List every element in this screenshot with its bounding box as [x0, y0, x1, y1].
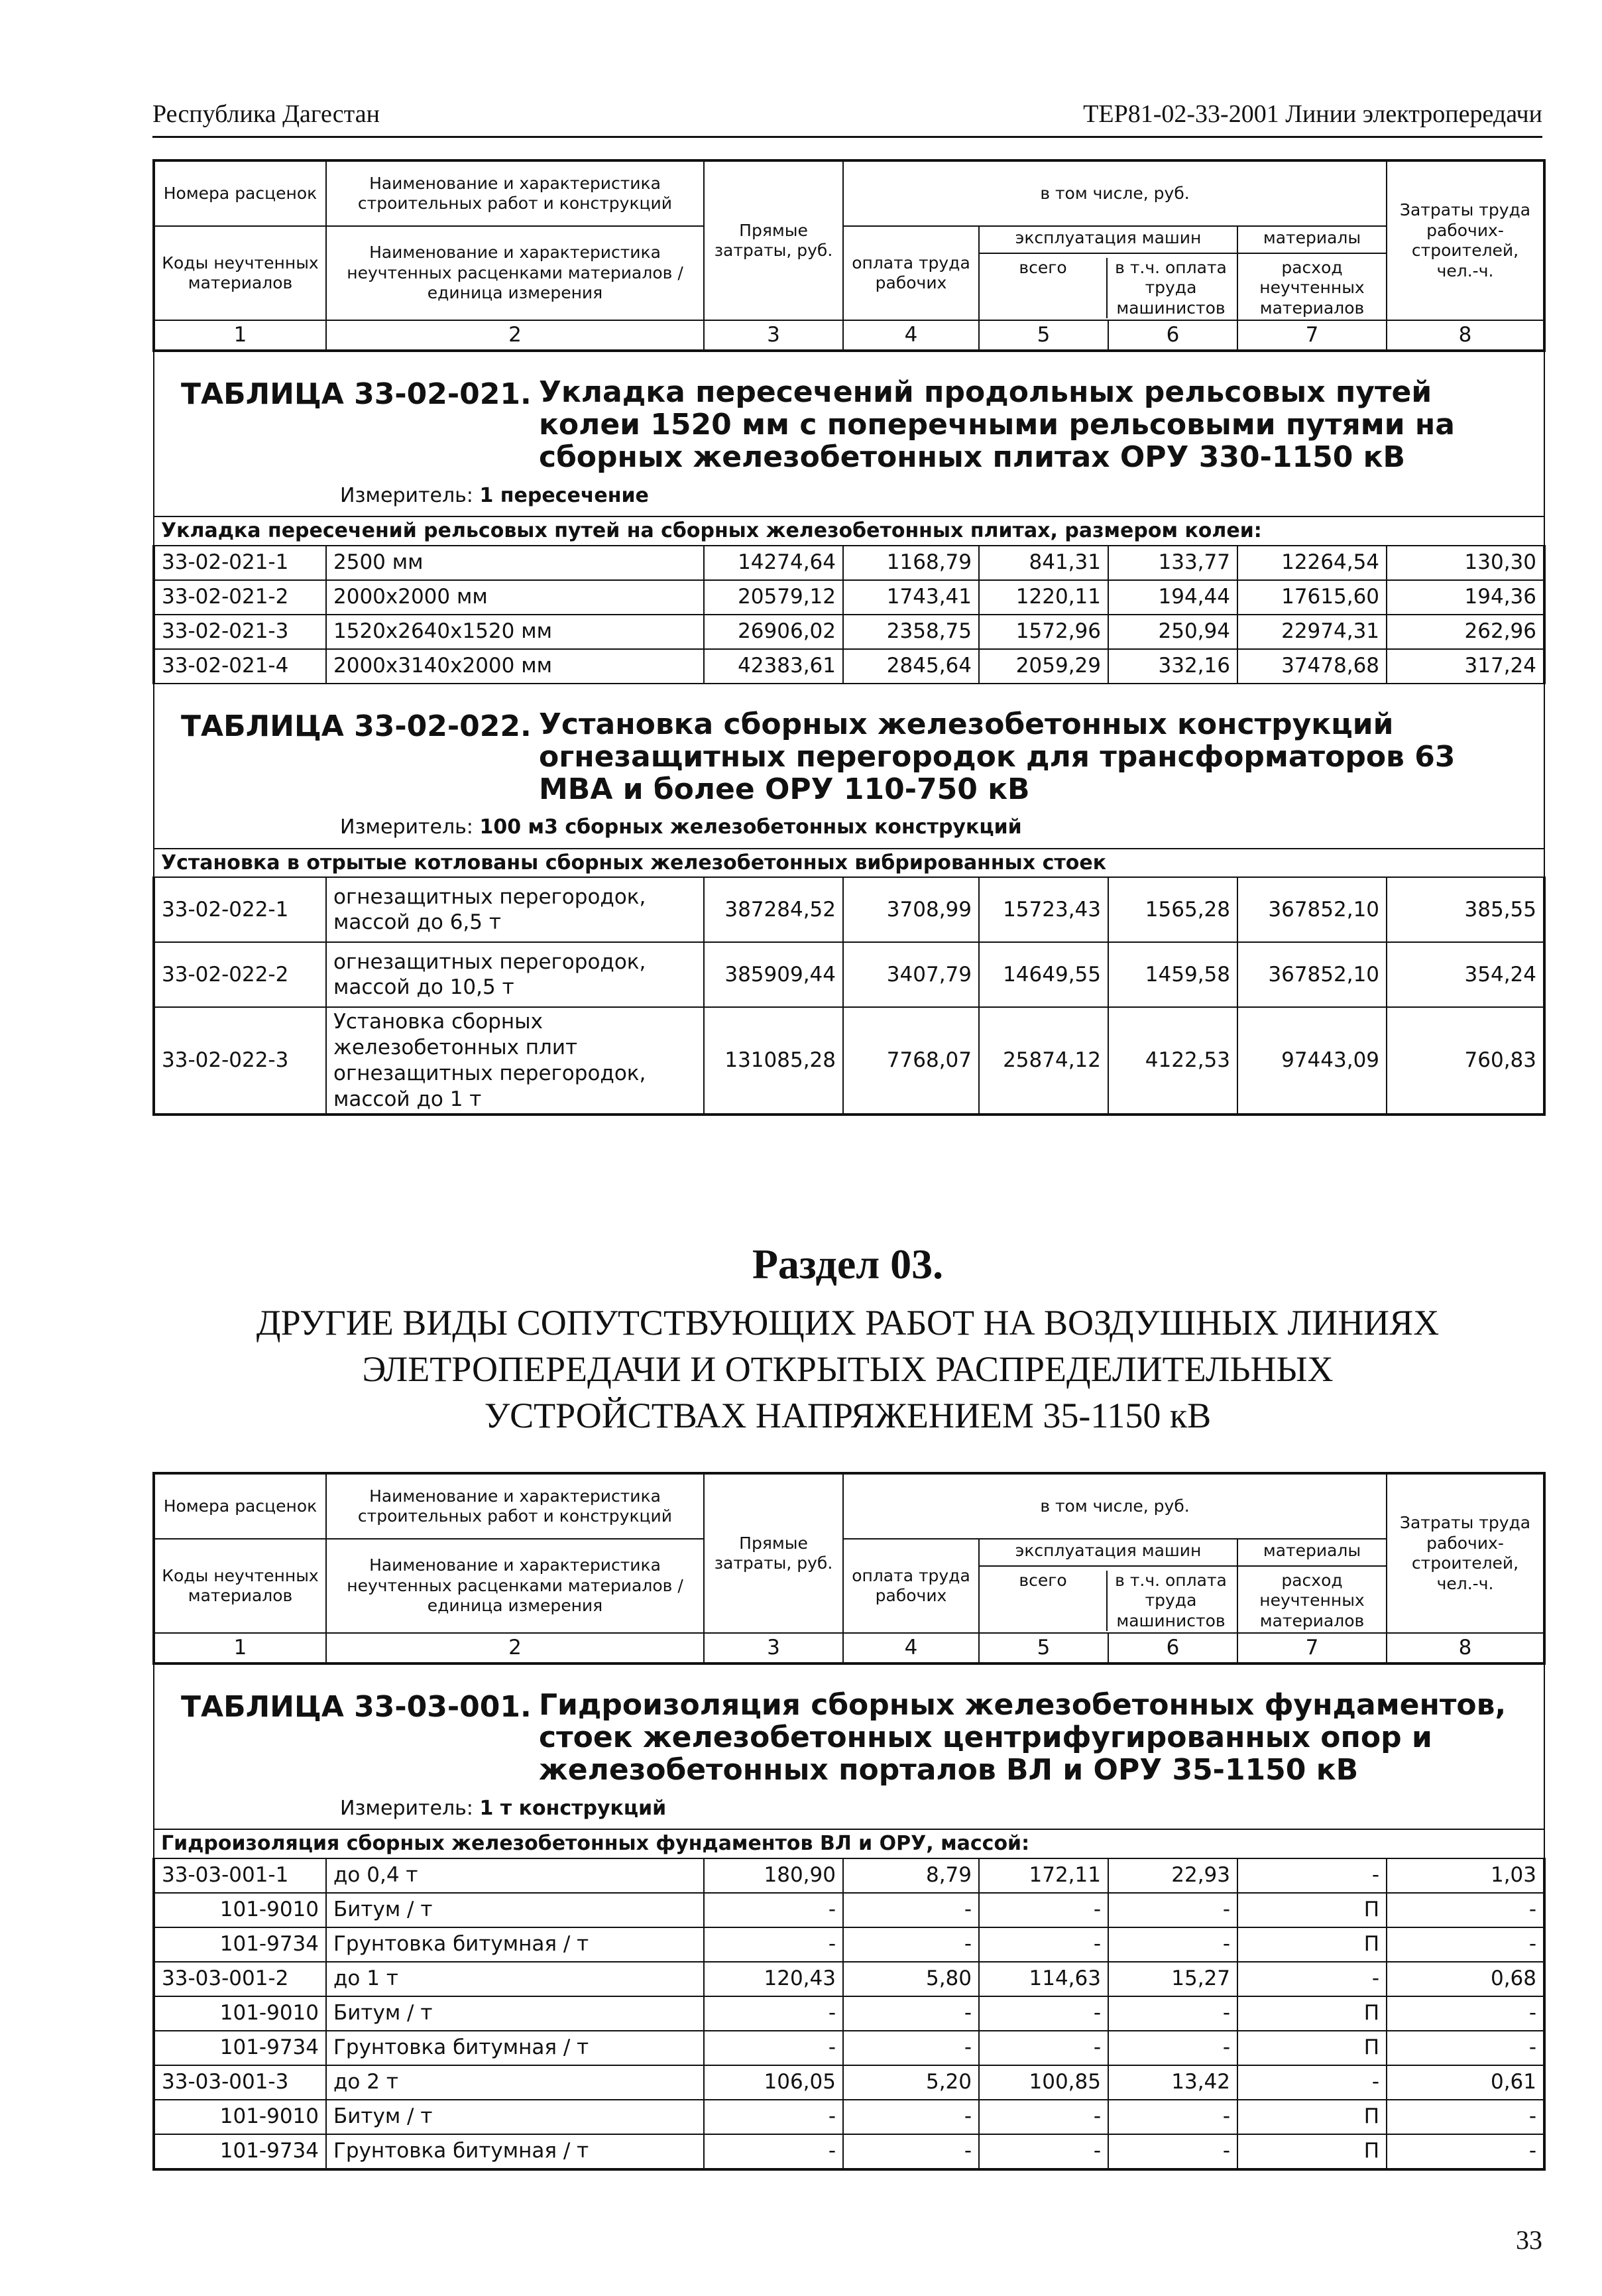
cell-materials: -: [1237, 1962, 1387, 1996]
col-num-8: 8: [1387, 320, 1544, 351]
table-row: [154, 1893, 1544, 1927]
hdr-col2-top: Наименование и характеристика строительных работ и конструкций: [326, 1473, 704, 1539]
table-row: [154, 2065, 1544, 2100]
cell-machinist-pay: -: [1108, 1996, 1237, 2031]
hdr-col7: расход неучтенных материалов: [1259, 1570, 1365, 1630]
col-num-6: 6: [1108, 320, 1237, 351]
cell-direct-cost: -: [704, 2100, 843, 2134]
row-code: 33-02-022-3: [154, 1007, 326, 1115]
col-num-5: 5: [979, 320, 1108, 351]
price-table-bottom: [152, 1472, 1546, 2171]
hdr-materials: [1237, 1539, 1387, 1633]
cell-machines-total: -: [979, 2134, 1108, 2169]
cell-labor-hours: 262,96: [1387, 615, 1544, 649]
cell-machinist-pay: 194,44: [1108, 580, 1237, 615]
group-heading: Гидроизоляция сборных железобетонных фундаментов ВЛ и ОРУ, массой:: [154, 1829, 1544, 1858]
material-code: 101-9734: [154, 1927, 326, 1962]
cell-labor-pay: -: [843, 1893, 979, 1927]
table-caption: [154, 1663, 1544, 1829]
cell-labor-hours: 760,83: [1387, 1007, 1544, 1115]
table-row: [154, 1007, 1544, 1115]
cell-labor-hours: -: [1387, 1996, 1544, 2031]
hdr-col7: расход неучтенных материалов: [1259, 257, 1365, 318]
table-row: [154, 580, 1544, 615]
cell-machinist-pay: 22,93: [1108, 1858, 1237, 1893]
hdr-col1-bottom: Коды неучтенных материалов: [154, 226, 326, 320]
hdr-col8: Затраты труда рабочих-строителей, чел.-ч.: [1387, 1473, 1544, 1633]
cell-machinist-pay: -: [1108, 2031, 1237, 2065]
cell-direct-cost: 106,05: [704, 2065, 843, 2100]
row-code: 33-02-022-2: [154, 942, 326, 1007]
cell-materials: П: [1237, 2134, 1387, 2169]
measure-value: 1 пересечение: [479, 483, 649, 507]
section-title-line: ЭЛЕТРОПЕРЕДАЧИ И ОТКРЫТЫХ РАСПРЕДЕЛИТЕЛЬНЫХ: [362, 1349, 1334, 1390]
hdr-col8: Затраты труда рабочих-строителей, чел.-ч.: [1387, 160, 1544, 320]
col-num-1: 1: [154, 1633, 326, 1663]
cell-labor-hours: 194,36: [1387, 580, 1544, 615]
hdr-col6: в т.ч. оплата труда машинистов: [1115, 257, 1227, 318]
cell-labor-hours: 1,03: [1387, 1858, 1544, 1893]
row-code: 33-02-021-3: [154, 615, 326, 649]
row-name: огнезащитных перегородок, массой до 10,5 т: [326, 942, 704, 1007]
table-row: [154, 942, 1544, 1007]
hdr-machines: [979, 1539, 1237, 1633]
hdr-col3: Прямые затраты, руб.: [704, 1473, 843, 1633]
cell-labor-pay: -: [843, 2100, 979, 2134]
cell-direct-cost: 14274,64: [704, 546, 843, 580]
price-table-top: [152, 159, 1546, 1116]
cell-machines-total: 114,63: [979, 1962, 1108, 1996]
cell-labor-pay: 2358,75: [843, 615, 979, 649]
hdr-col2-bottom: Наименование и характеристика неучтенных расценками материалов / единица измерения: [326, 226, 704, 320]
cell-labor-pay: 7768,07: [843, 1007, 979, 1115]
cell-labor-pay: 1168,79: [843, 546, 979, 580]
cell-labor-hours: 385,55: [1387, 877, 1544, 942]
row-name: 1520x2640x1520 мм: [326, 615, 704, 649]
cell-machines-total: 172,11: [979, 1858, 1108, 1893]
row-name: огнезащитных перегородок, массой до 6,5 т: [326, 877, 704, 942]
cell-direct-cost: 385909,44: [704, 942, 843, 1007]
material-name: Битум / т: [326, 1893, 704, 1927]
cell-materials: 367852,10: [1237, 877, 1387, 942]
table-header: [154, 160, 1544, 351]
cell-machines-total: -: [979, 1996, 1108, 2031]
table-title: Установка сборных железобетонных конструкций огнезащитных перегородок для трансформаторов 63 МВА и более ОРУ 110-750 кВ: [539, 707, 1456, 807]
cell-machinist-pay: 1459,58: [1108, 942, 1237, 1007]
table-row: [154, 649, 1544, 684]
cell-materials: П: [1237, 1927, 1387, 1962]
row-code: 33-03-001-2: [154, 1962, 326, 1996]
cell-direct-cost: -: [704, 1996, 843, 2031]
hdr-col1-top: Номера расценок: [154, 160, 326, 226]
measure-value: 100 м3 сборных железобетонных конструкций: [479, 816, 1022, 839]
row-name: 2500 мм: [326, 546, 704, 580]
running-header-left: Республика Дагестан: [152, 100, 380, 128]
hdr-materials-label: материалы: [1238, 228, 1386, 254]
table-row: [154, 546, 1544, 580]
cell-machines-total: -: [979, 2031, 1108, 2065]
cell-machines-total: 100,85: [979, 2065, 1108, 2100]
cell-machinist-pay: 1565,28: [1108, 877, 1237, 942]
table-caption: [154, 351, 1544, 516]
col-num-3: 3: [704, 1633, 843, 1663]
cell-direct-cost: 26906,02: [704, 615, 843, 649]
material-name: Грунтовка битумная / т: [326, 1927, 704, 1962]
cell-materials: -: [1237, 1858, 1387, 1893]
material-code: 101-9734: [154, 2031, 326, 2065]
hdr-col4: оплата труда рабочих: [843, 1539, 979, 1633]
hdr-in-that: в том числе, руб.: [843, 160, 1387, 226]
hdr-materials-label: материалы: [1238, 1541, 1386, 1567]
cell-materials: П: [1237, 1893, 1387, 1927]
row-name: до 1 т: [326, 1962, 704, 1996]
hdr-machines: [979, 226, 1237, 320]
row-code: 33-02-021-2: [154, 580, 326, 615]
cell-machines-total: 1572,96: [979, 615, 1108, 649]
cell-labor-pay: -: [843, 2031, 979, 2065]
row-name: 2000x3140x2000 мм: [326, 649, 704, 684]
cell-labor-hours: 0,61: [1387, 2065, 1544, 2100]
cell-labor-hours: 130,30: [1387, 546, 1544, 580]
cell-labor-hours: -: [1387, 1927, 1544, 1962]
cell-materials: 22974,31: [1237, 615, 1387, 649]
row-code: 33-02-022-1: [154, 877, 326, 942]
cell-machinist-pay: 4122,53: [1108, 1007, 1237, 1115]
cell-materials: 97443,09: [1237, 1007, 1387, 1115]
cell-machines-total: 15723,43: [979, 877, 1108, 942]
section-number: Раздел 03.: [752, 1240, 944, 1288]
cell-direct-cost: 120,43: [704, 1962, 843, 1996]
cell-machinist-pay: -: [1108, 2100, 1237, 2134]
row-name: 2000x2000 мм: [326, 580, 704, 615]
table-row: [154, 615, 1544, 649]
hdr-col1-bottom: Коды неучтенных материалов: [154, 1539, 326, 1633]
cell-machines-total: 25874,12: [979, 1007, 1108, 1115]
group-heading: Укладка пересечений рельсовых путей на сборных железобетонных плитах, размером колеи:: [154, 516, 1544, 546]
row-name: до 0,4 т: [326, 1858, 704, 1893]
cell-machinist-pay: -: [1108, 1927, 1237, 1962]
hdr-col6: в т.ч. оплата труда машинистов: [1115, 1570, 1227, 1630]
cell-machinist-pay: 13,42: [1108, 2065, 1237, 2100]
table-row: [154, 2134, 1544, 2169]
row-code: 33-02-021-4: [154, 649, 326, 684]
table-33-02-022: [154, 684, 1544, 1115]
cell-direct-cost: -: [704, 2134, 843, 2169]
cell-machines-total: 1220,11: [979, 580, 1108, 615]
col-num-5: 5: [979, 1633, 1108, 1663]
table-caption: [154, 684, 1544, 849]
table-measure: Измеритель: 1 пересечение: [340, 483, 649, 507]
material-code: 101-9010: [154, 2100, 326, 2134]
table-header: [154, 1473, 1544, 1663]
running-header-right: ТЕР81-02-33-2001 Линии электропередачи: [1083, 100, 1542, 128]
table-row: [154, 877, 1544, 942]
hdr-col3: Прямые затраты, руб.: [704, 160, 843, 320]
cell-labor-pay: 3708,99: [843, 877, 979, 942]
table-33-03-001: [154, 1663, 1544, 2169]
cell-direct-cost: 180,90: [704, 1858, 843, 1893]
cell-machinist-pay: 15,27: [1108, 1962, 1237, 1996]
row-code: 33-03-001-3: [154, 2065, 326, 2100]
material-name: Грунтовка битумная / т: [326, 2031, 704, 2065]
col-num-4: 4: [843, 1633, 979, 1663]
table-row: [154, 2031, 1544, 2065]
cell-labor-pay: 2845,64: [843, 649, 979, 684]
col-num-2: 2: [326, 1633, 704, 1663]
table-measure: Измеритель: 1 т конструкций: [340, 1796, 667, 1820]
material-code: 101-9010: [154, 1996, 326, 2031]
col-num-4: 4: [843, 320, 979, 351]
cell-labor-hours: 317,24: [1387, 649, 1544, 684]
material-code: 101-9734: [154, 2134, 326, 2169]
cell-labor-pay: 3407,79: [843, 942, 979, 1007]
cell-materials: -: [1237, 2065, 1387, 2100]
table-title: Укладка пересечений продольных рельсовых путей колеи 1520 мм с поперечными рельсовыми путями на сборных железобетонных плитах ОРУ 330-1150 кВ: [539, 375, 1455, 475]
hdr-col2-bottom: Наименование и характеристика неучтенных расценками материалов / единица измерения: [326, 1539, 704, 1633]
section-title-line: ДРУГИЕ ВИДЫ СОПУТСТВУЮЩИХ РАБОТ НА ВОЗДУШНЫХ ЛИНИЯХ: [256, 1303, 1440, 1343]
cell-labor-hours: 0,68: [1387, 1962, 1544, 1996]
cell-labor-pay: 1743,41: [843, 580, 979, 615]
cell-labor-hours: -: [1387, 2134, 1544, 2169]
col-num-7: 7: [1237, 320, 1387, 351]
col-num-7: 7: [1237, 1633, 1387, 1663]
cell-labor-pay: -: [843, 2134, 979, 2169]
cell-materials: 37478,68: [1237, 649, 1387, 684]
col-num-1: 1: [154, 320, 326, 351]
hdr-in-that: в том числе, руб.: [843, 1473, 1387, 1539]
table-row: [154, 2100, 1544, 2134]
col-num-8: 8: [1387, 1633, 1544, 1663]
cell-labor-pay: 5,80: [843, 1962, 979, 1996]
hdr-col5: всего: [980, 258, 1108, 319]
cell-labor-hours: -: [1387, 2031, 1544, 2065]
col-num-3: 3: [704, 320, 843, 351]
cell-machinist-pay: 250,94: [1108, 615, 1237, 649]
hdr-materials: [1237, 226, 1387, 320]
cell-materials: П: [1237, 1996, 1387, 2031]
cell-machines-total: 14649,55: [979, 942, 1108, 1007]
cell-direct-cost: 131085,28: [704, 1007, 843, 1115]
cell-labor-hours: -: [1387, 1893, 1544, 1927]
table-label: ТАБЛИЦА 33-02-021.: [181, 377, 532, 411]
cell-machines-total: -: [979, 1893, 1108, 1927]
material-name: Битум / т: [326, 2100, 704, 2134]
hdr-col4: оплата труда рабочих: [843, 226, 979, 320]
cell-materials: П: [1237, 2031, 1387, 2065]
cell-labor-pay: -: [843, 1927, 979, 1962]
hdr-col2-top: Наименование и характеристика строительных работ и конструкций: [326, 160, 704, 226]
table-title: Гидроизоляция сборных железобетонных фундаментов, стоек железобетонных центрифугированных опор и железобетонных порталов ВЛ и ОРУ 35-1150 кВ: [539, 1687, 1507, 1787]
cell-machinist-pay: 133,77: [1108, 546, 1237, 580]
material-name: Битум / т: [326, 1996, 704, 2031]
col-num-2: 2: [326, 320, 704, 351]
cell-machines-total: 2059,29: [979, 649, 1108, 684]
cell-materials: 367852,10: [1237, 942, 1387, 1007]
hdr-machines-label: эксплуатация машин: [980, 1541, 1237, 1567]
cell-machines-total: -: [979, 2100, 1108, 2134]
table-row: [154, 1962, 1544, 1996]
cell-materials: П: [1237, 2100, 1387, 2134]
table-33-02-021: [154, 351, 1544, 684]
cell-materials: 12264,54: [1237, 546, 1387, 580]
table-row: [154, 1996, 1544, 2031]
row-code: 33-02-021-1: [154, 546, 326, 580]
cell-labor-hours: -: [1387, 2100, 1544, 2134]
cell-machines-total: 841,31: [979, 546, 1108, 580]
table-row: [154, 1858, 1544, 1893]
cell-machinist-pay: 332,16: [1108, 649, 1237, 684]
cell-direct-cost: 387284,52: [704, 877, 843, 942]
cell-labor-pay: -: [843, 1996, 979, 2031]
table-label: ТАБЛИЦА 33-02-022.: [181, 709, 532, 743]
section-title: [152, 1299, 1543, 1439]
cell-labor-pay: 5,20: [843, 2065, 979, 2100]
row-name: Установка сборных железобетонных плит огнезащитных перегородок, массой до 1 т: [326, 1007, 704, 1115]
cell-labor-hours: 354,24: [1387, 942, 1544, 1007]
hdr-col1-top: Номера расценок: [154, 1473, 326, 1539]
cell-machinist-pay: -: [1108, 1893, 1237, 1927]
cell-machinist-pay: -: [1108, 2134, 1237, 2169]
cell-direct-cost: -: [704, 2031, 843, 2065]
hdr-machines-label: эксплуатация машин: [980, 228, 1237, 254]
cell-labor-pay: 8,79: [843, 1858, 979, 1893]
cell-materials: 17615,60: [1237, 580, 1387, 615]
header-rule: [152, 136, 1542, 138]
hdr-col5: всего: [980, 1571, 1108, 1632]
measure-value: 1 т конструкций: [479, 1796, 667, 1820]
group-heading: Установка в отрытые котлованы сборных железобетонных вибрированных стоек: [154, 849, 1544, 878]
row-code: 33-03-001-1: [154, 1858, 326, 1893]
section-title-line: УСТРОЙСТВАХ НАПРЯЖЕНИЕМ 35-1150 кВ: [484, 1396, 1212, 1436]
cell-machines-total: -: [979, 1927, 1108, 1962]
cell-direct-cost: -: [704, 1927, 843, 1962]
row-name: до 2 т: [326, 2065, 704, 2100]
col-num-6: 6: [1108, 1633, 1237, 1663]
table-row: [154, 1927, 1544, 1962]
page-number: 33: [1516, 2225, 1542, 2255]
material-code: 101-9010: [154, 1893, 326, 1927]
table-label: ТАБЛИЦА 33-03-001.: [181, 1689, 532, 1724]
cell-direct-cost: 20579,12: [704, 580, 843, 615]
cell-direct-cost: -: [704, 1893, 843, 1927]
material-name: Грунтовка битумная / т: [326, 2134, 704, 2169]
table-measure: Измеритель: 100 м3 сборных железобетонных конструкций: [340, 816, 1022, 839]
cell-direct-cost: 42383,61: [704, 649, 843, 684]
